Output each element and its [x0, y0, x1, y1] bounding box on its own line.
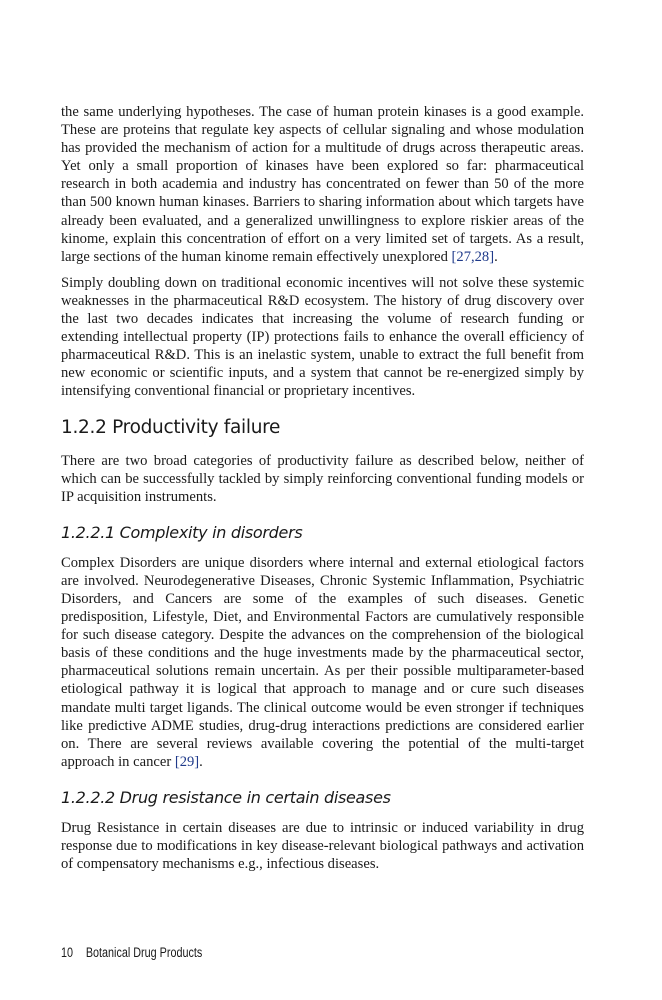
paragraph-kinases-tail: . — [494, 248, 498, 265]
section-heading-productivity-failure: 1.2.2 Productivity failure — [61, 416, 281, 438]
paragraph-productivity-categories: There are two broad categories of productivity failure as described below, neither of which can be successfully tackled by simply reinforcing conventional funding models or IP acquisition instruments. — [61, 452, 584, 505]
page-footer — [61, 945, 202, 960]
paragraph-complex-disorders-text: Complex Disorders are unique disorders where internal and external etiological factors are involved. Neurodegenerative Diseases, Chronic Systemic Inflammation, Psychiatric Disorders, and Cancers are some of the examples of such diseases. Genetic predisposition, Lifestyle, Diet, and Environmental Factors are cumulatively responsible for such disease category. Despite the advances on the comprehension of the biological basis of these conditions and the huge investments made by the pharmaceutical sector, pharmaceutical solutions remain uncertain. As per their possible multiparameter-based etiological pathway it is logical that approach to manage and or cure such diseases mandate multi target ligands. The clinical outcome would be even stronger if techniques like predictive ADME studies, drug-drug interactions predictions are considered earlier on. There are several reviews available covering the potential of the multi-target approach in cancer — [61, 554, 584, 770]
paragraph-incentives: Simply doubling down on traditional economic incentives will not solve these systemic weaknesses in the pharmaceutical R&D ecosystem. The history of drug discovery over the last two decades indicates that increasing the volume of research funding or extending intellectual property (IP) protections fails to enhance the overall efficiency of pharmaceutical R&D. This is an inelastic system, unable to extract the full benefit from new economic or scientific inputs, and a system that cannot be re-energized simply by intensifying conventional financial or proprietary incentives. — [61, 274, 584, 400]
citation-link[interactable]: [29] — [174, 753, 200, 770]
paragraph-complex-disorders — [61, 554, 584, 771]
paragraph-complex-disorders-tail: . — [199, 753, 203, 770]
subsection-heading-complexity: 1.2.2.1 Complexity in disorders — [61, 522, 303, 542]
paragraph-kinases — [61, 103, 584, 266]
paragraph-drug-resistance: Drug Resistance in certain diseases are due to intrinsic or induced variability in drug response due to modifications in key disease-relevant biological pathways and activation of compensatory mechanisms e.g., infectious diseases. — [61, 819, 584, 873]
page-number: 10 — [61, 945, 74, 960]
page-content — [61, 103, 584, 873]
subsection-heading-drug-resistance: 1.2.2.2 Drug resistance in certain diseases — [61, 787, 391, 807]
running-title: Botanical Drug Products — [85, 945, 203, 960]
paragraph-kinases-text: the same underlying hypotheses. The case of human protein kinases is a good example. These are proteins that regulate key aspects of cellular signaling and whose modulation has provided the mechanism of action for a multitude of drugs across therapeutic areas. Yet only a small proportion of kinases have been explored so far: pharmaceutical research in both academia and industry has concentrated on fewer than 50 of the more than 500 known human kinases. Barriers to sharing information about which targets have already been evaluated, and a generalized unwillingness to explore riskier areas of the kinome, explain this concentration of effort on a very limited set of targets. As a result, large sections of the human kinome remain effectively unexplored — [61, 104, 584, 265]
citation-link[interactable]: [27,28] — [451, 248, 495, 265]
